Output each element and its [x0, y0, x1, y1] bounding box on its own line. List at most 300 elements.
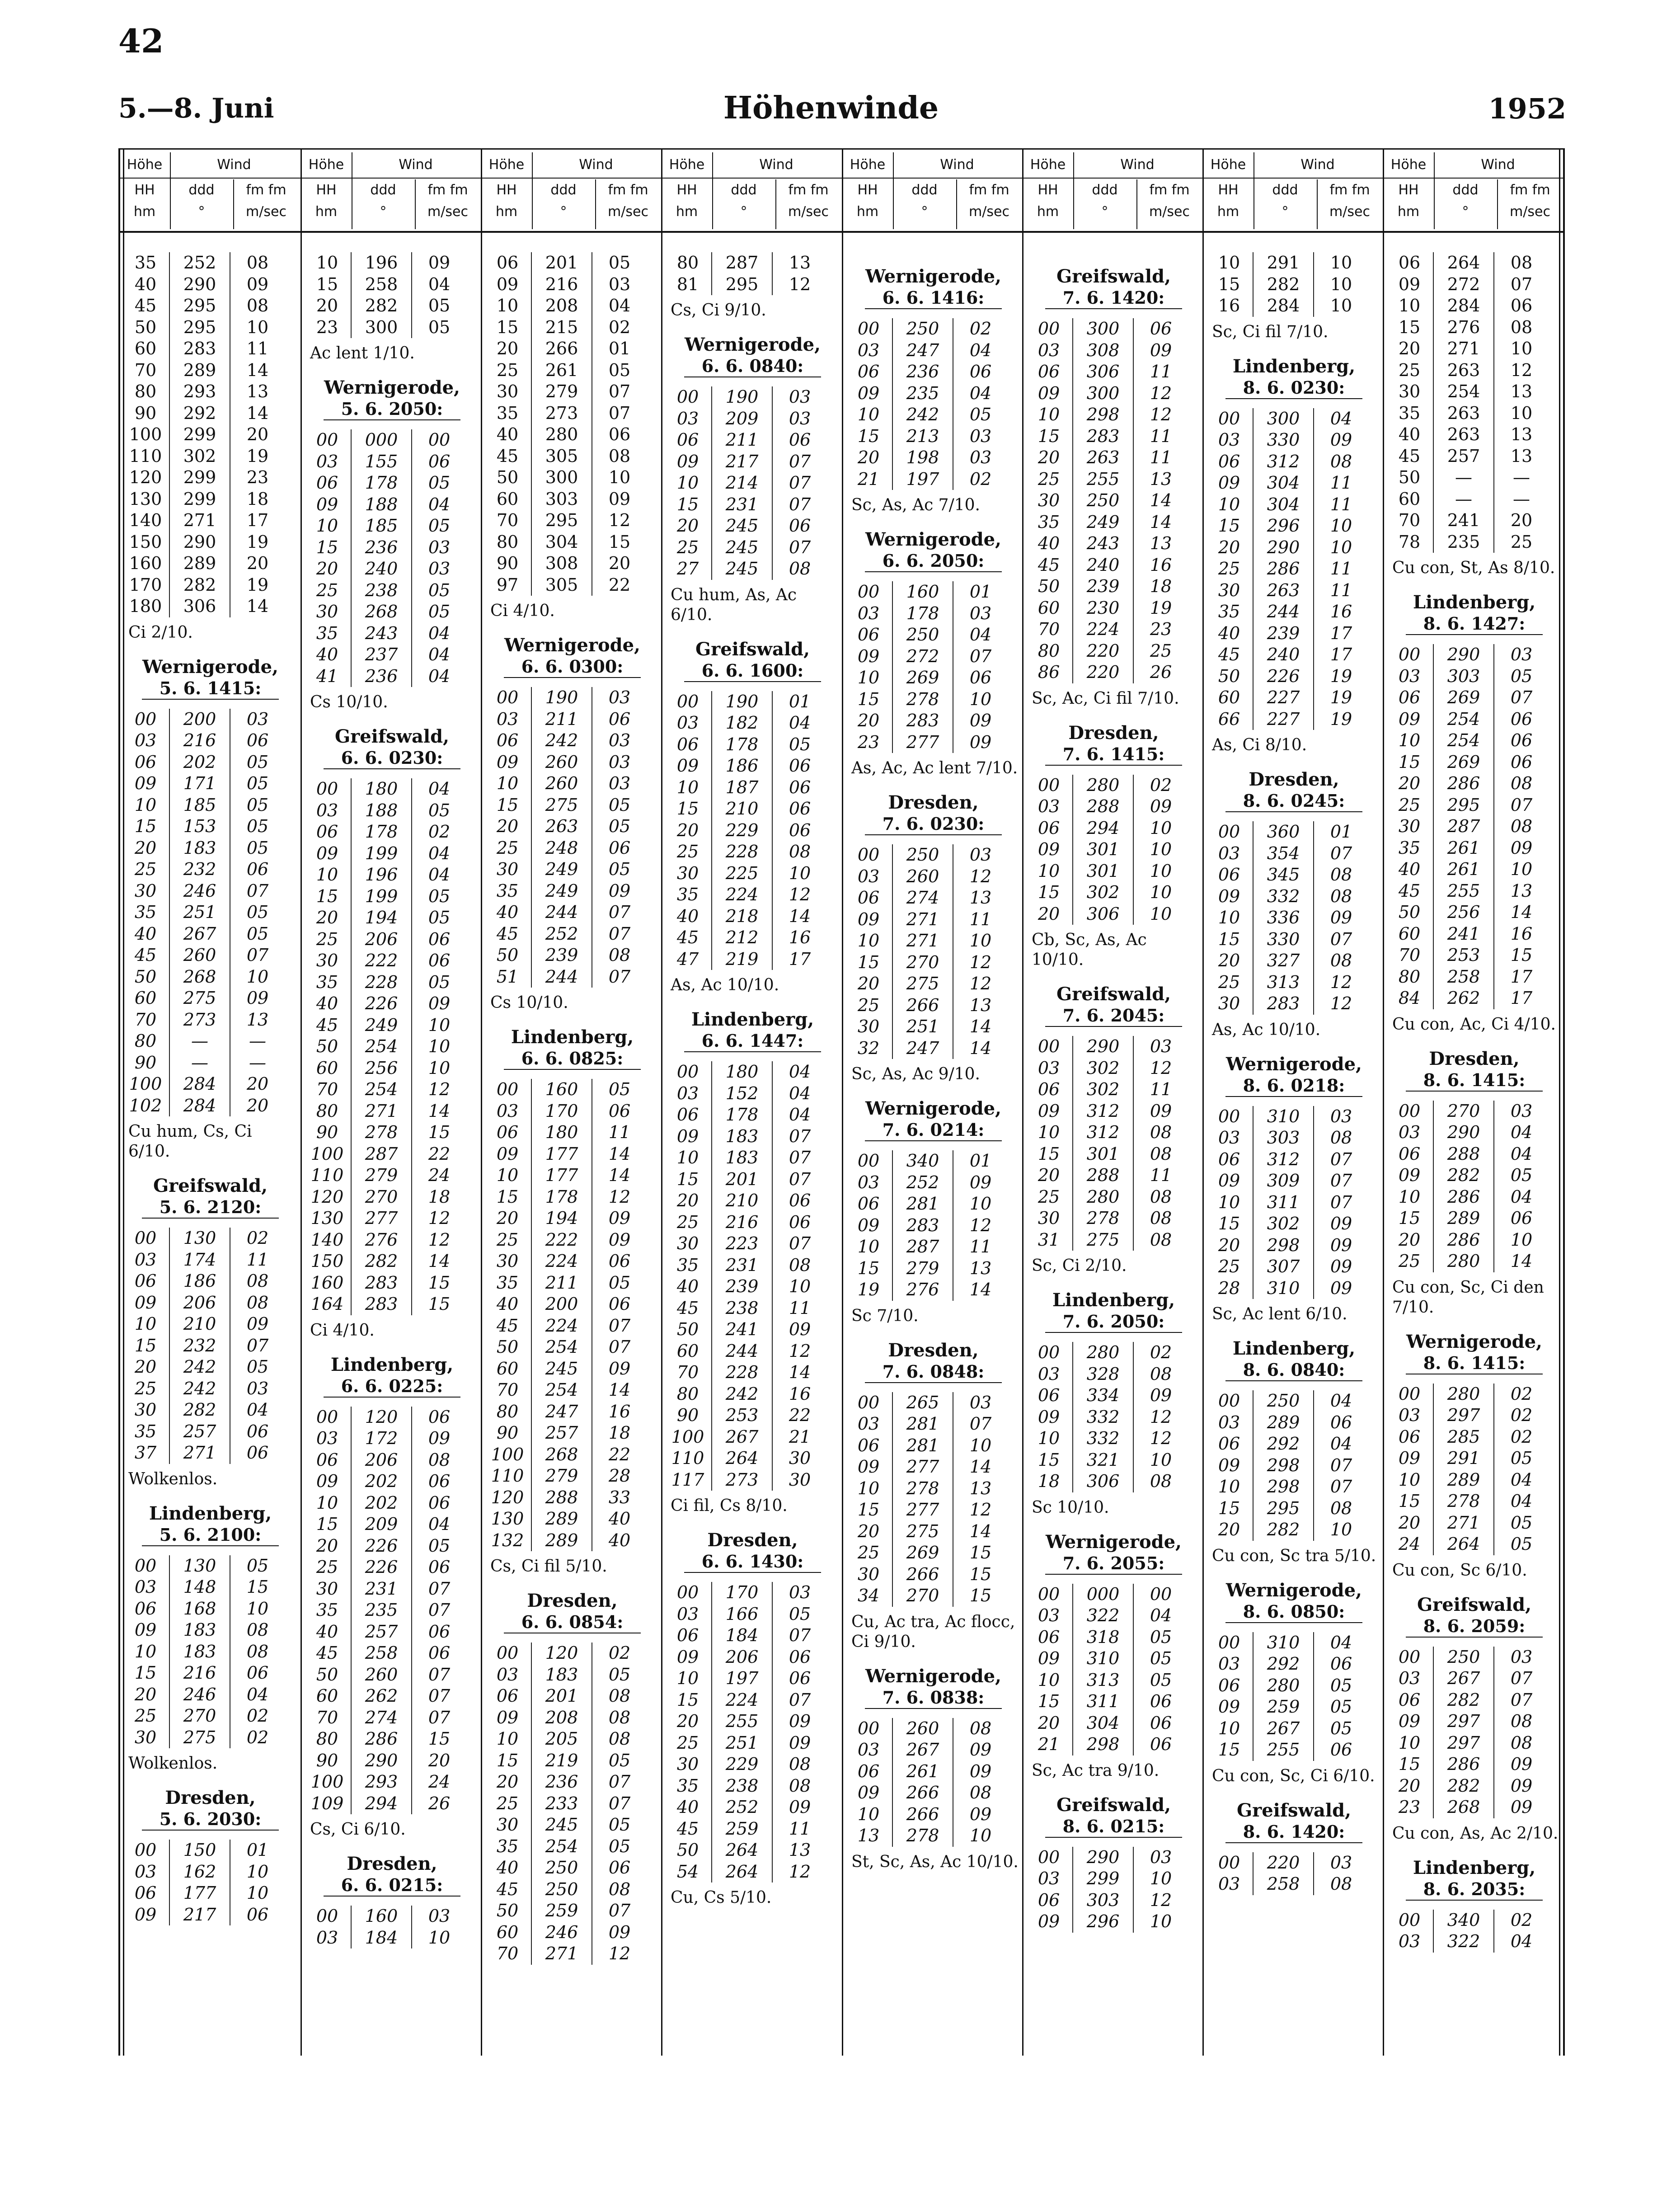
height-cell: 35 [676, 1255, 699, 1275]
table-row [847, 1236, 1020, 1258]
direction-cell: 305 [531, 574, 592, 596]
height-cell: 25 [676, 537, 699, 557]
observation-date: 6. 6. 0825: [504, 1048, 641, 1070]
header-wind: Wind [940, 157, 974, 173]
direction-cell: 177 [169, 1883, 230, 1904]
height-cell: 00 [1398, 1101, 1421, 1121]
height-cell: 15 [676, 494, 699, 514]
cloud-note: Cu con, As, Ac 2/10. [1392, 1824, 1559, 1843]
height-cell: 20 [134, 838, 157, 858]
speed-cell: 02 [969, 319, 992, 339]
observation-block [666, 252, 839, 320]
speed-cell: 07 [608, 1772, 631, 1792]
speed-cell: 03 [608, 752, 631, 772]
direction-cell: 264 [711, 1448, 773, 1469]
table-row [124, 1684, 297, 1706]
speed-cell: 10 [1150, 861, 1172, 881]
speed-cell: 12 [1330, 993, 1352, 1013]
direction-cell: 172 [351, 1428, 412, 1450]
table-row [124, 274, 297, 296]
speed-cell: 10 [1330, 537, 1352, 557]
direction-cell: 273 [531, 403, 592, 424]
direction-cell: 267 [1253, 1718, 1314, 1740]
speed-cell: 10 [428, 1058, 451, 1078]
observation-date: 6. 6. 0300: [504, 656, 641, 678]
header-deg: ° [560, 204, 567, 220]
cloud-note: Wolkenlos. [128, 1754, 218, 1773]
table-row [124, 532, 297, 553]
height-cell: 16 [1218, 296, 1240, 315]
direction-cell: 000 [351, 429, 412, 451]
table-row [666, 1426, 839, 1448]
table-row [124, 709, 297, 730]
table-row [1207, 295, 1380, 317]
speed-cell: 07 [428, 1664, 451, 1685]
cloud-note: Sc 7/10. [851, 1306, 919, 1325]
height-cell: 10 [134, 1314, 157, 1334]
speed-cell: 10 [969, 1826, 992, 1845]
speed-cell: 08 [1510, 773, 1533, 793]
speed-cell: 28 [608, 1466, 631, 1486]
direction-cell: 289 [1433, 1469, 1494, 1491]
direction-cell: 281 [892, 1413, 953, 1435]
speed-cell: 03 [969, 447, 992, 467]
speed-cell: 10 [1330, 1520, 1352, 1539]
table-row [1388, 752, 1561, 773]
speed-cell: 08 [789, 1754, 811, 1774]
direction-cell: 265 [892, 1392, 953, 1414]
speed-cell: 06 [1150, 1691, 1172, 1711]
height-cell: 15 [134, 816, 157, 836]
table-row [124, 752, 297, 773]
table-row [1207, 1696, 1380, 1718]
direction-cell: 264 [1433, 1534, 1494, 1555]
speed-cell: 09 [789, 1319, 811, 1339]
speed-cell: 08 [789, 1775, 811, 1796]
height-cell: 09 [134, 1904, 157, 1925]
height-cell: 20 [676, 1711, 699, 1731]
speed-cell: 15 [428, 1272, 451, 1293]
cloud-note: Ci 2/10. [128, 623, 193, 642]
direction-cell: 283 [892, 710, 953, 732]
height-cell: 30 [676, 1754, 699, 1774]
table-row [1027, 490, 1200, 512]
direction-cell: 208 [531, 1707, 592, 1729]
header-row-top [302, 152, 482, 179]
speed-cell: 07 [1330, 1171, 1352, 1191]
table-row [1027, 576, 1200, 598]
height-cell: 90 [316, 1122, 338, 1142]
speed-cell: 10 [1150, 904, 1172, 924]
direction-cell: 263 [1433, 424, 1494, 446]
observation-block [1388, 252, 1561, 578]
speed-cell: 05 [1150, 1670, 1172, 1690]
date-range: 5.—8. Juni [118, 93, 274, 124]
direction-cell: 251 [169, 902, 230, 923]
table-row [486, 1814, 659, 1836]
table-row [486, 1900, 659, 1922]
table-row [486, 966, 659, 988]
observation-date: 5. 6. 1415: [142, 678, 279, 700]
table-row [666, 515, 839, 537]
speed-cell: 10 [1150, 818, 1172, 838]
direction-cell: 304 [1253, 472, 1314, 494]
height-cell: 00 [857, 319, 880, 339]
height-cell: 10 [857, 1804, 880, 1824]
observation-block [1207, 769, 1380, 1040]
table-row [486, 730, 659, 752]
height-cell: 00 [1038, 319, 1060, 339]
direction-cell: 241 [1433, 923, 1494, 945]
table-row [847, 1279, 1020, 1301]
observation-block [124, 1503, 297, 1774]
height-cell: 100 [310, 1772, 344, 1792]
speed-cell: 10 [1330, 516, 1352, 536]
table-row [1027, 1605, 1200, 1627]
height-cell: 15 [496, 795, 519, 815]
station-name: Greifswald, [1236, 1799, 1352, 1821]
speed-cell: 05 [1510, 1165, 1533, 1185]
height-cell: 80 [134, 1031, 157, 1051]
speed-cell: 09 [969, 1172, 992, 1192]
table-row [666, 884, 839, 906]
table-row [666, 1861, 839, 1883]
table-row [305, 1600, 479, 1621]
height-cell: 03 [1218, 1412, 1240, 1432]
speed-cell: 08 [246, 1292, 269, 1313]
direction-cell: 304 [1253, 494, 1314, 516]
speed-cell: 05 [1510, 1534, 1533, 1554]
speed-cell: — [1513, 489, 1530, 509]
height-cell: 32 [857, 1038, 880, 1058]
table-row [305, 1165, 479, 1186]
height-cell: 00 [134, 1840, 157, 1860]
observation-block [305, 377, 479, 712]
direction-cell: 254 [351, 1036, 412, 1058]
table-row [124, 1861, 297, 1883]
speed-cell: 03 [1150, 1847, 1172, 1867]
speed-cell: 13 [246, 381, 269, 401]
table-row [1027, 598, 1200, 619]
table-row [124, 1662, 297, 1684]
table-row [1388, 1647, 1561, 1668]
table-row [1388, 795, 1561, 816]
speed-cell: 13 [789, 253, 811, 273]
direction-cell: 242 [892, 404, 953, 426]
speed-cell: 04 [1330, 408, 1352, 428]
speed-cell: 12 [969, 952, 992, 972]
direction-cell: 180 [351, 778, 412, 800]
station-name: Dresden, [888, 792, 979, 813]
table-row [1207, 1519, 1380, 1541]
height-cell: 06 [134, 1598, 157, 1619]
height-cell: 30 [496, 381, 519, 401]
table-row [1207, 1149, 1380, 1171]
table-row [1388, 1186, 1561, 1208]
direction-cell: 259 [711, 1818, 773, 1840]
station-name: Wernigerode, [865, 529, 1001, 550]
table-row [305, 1208, 479, 1229]
direction-cell: 183 [169, 1641, 230, 1663]
table-row [1388, 1754, 1561, 1775]
table-row [305, 295, 479, 317]
direction-cell: 270 [169, 1705, 230, 1727]
height-cell: 45 [316, 1643, 338, 1663]
speed-cell: 08 [789, 1255, 811, 1275]
direction-cell: 171 [169, 773, 230, 795]
direction-cell: 199 [351, 843, 412, 865]
table-row [1027, 1407, 1200, 1428]
height-cell: 110 [671, 1448, 704, 1468]
table-row [124, 1228, 297, 1249]
height-cell: 30 [496, 859, 519, 879]
direction-cell: 223 [711, 1233, 773, 1255]
speed-cell: 11 [1330, 559, 1352, 579]
table-row [486, 1358, 659, 1380]
height-cell: 06 [676, 430, 699, 450]
direction-cell: 292 [1253, 1433, 1314, 1455]
direction-cell: 285 [1433, 1426, 1494, 1448]
height-cell: 45 [496, 1879, 519, 1899]
station-name: Dresden, [165, 1787, 256, 1808]
observation-block [124, 1175, 297, 1489]
table-row [666, 472, 839, 494]
speed-cell: 04 [428, 779, 451, 799]
direction-cell: 262 [351, 1685, 412, 1707]
table-row [1027, 796, 1200, 818]
height-cell: 66 [1218, 709, 1240, 729]
direction-cell: 289 [1253, 1412, 1314, 1434]
height-cell: 15 [496, 1186, 519, 1207]
direction-cell: 252 [531, 923, 592, 945]
speed-cell: 08 [1150, 1364, 1172, 1384]
table-row [1388, 532, 1561, 553]
table-row [847, 1016, 1020, 1038]
height-cell: 40 [1398, 424, 1421, 444]
speed-cell: 10 [1330, 274, 1352, 294]
table-row [1388, 1931, 1561, 1953]
speed-cell: 14 [969, 1521, 992, 1541]
header-deg: ° [921, 204, 928, 220]
direction-cell: 310 [1253, 1632, 1314, 1654]
height-cell: 25 [134, 1378, 157, 1398]
table-row [1388, 467, 1561, 489]
speed-cell: 20 [246, 553, 269, 573]
observation-date: 5. 6. 2120: [142, 1197, 279, 1219]
cloud-note: Ac lent 1/10. [310, 344, 415, 362]
table-row [847, 973, 1020, 995]
speed-cell: 07 [1330, 1149, 1352, 1169]
table-row [666, 494, 839, 516]
speed-cell: 08 [428, 1450, 451, 1470]
table-row [666, 1341, 839, 1362]
speed-cell: 06 [789, 430, 811, 450]
header-divider [893, 152, 894, 229]
table-row [1388, 1426, 1561, 1448]
height-cell: 09 [1218, 1697, 1240, 1717]
table-row [1027, 1868, 1200, 1890]
height-cell: 35 [496, 1272, 519, 1293]
speed-cell: 11 [246, 1249, 269, 1270]
speed-cell: 14 [969, 1017, 992, 1036]
height-cell: 03 [1038, 1364, 1060, 1384]
height-cell: 120 [310, 1186, 344, 1207]
table-row [305, 972, 479, 993]
height-cell: 30 [1218, 993, 1240, 1013]
height-cell: 50 [496, 467, 519, 487]
speed-cell: 07 [246, 880, 269, 901]
header-hm: hm [1397, 204, 1420, 220]
table-row [124, 1904, 297, 1926]
height-cell: 40 [676, 1276, 699, 1296]
height-cell: 10 [676, 1668, 699, 1688]
height-cell: 10 [676, 473, 699, 493]
direction-cell: 211 [531, 709, 592, 730]
direction-cell: 300 [351, 317, 412, 339]
direction-cell: 219 [531, 1750, 592, 1772]
height-cell: 03 [1398, 1668, 1421, 1688]
direction-cell: 178 [351, 472, 412, 494]
height-cell: 81 [676, 274, 699, 294]
height-cell: 06 [1398, 1144, 1421, 1164]
table-row [486, 338, 659, 360]
table-row [1388, 1101, 1561, 1122]
speed-cell: 06 [428, 1557, 451, 1577]
height-cell: 40 [134, 923, 157, 944]
table-row [1027, 1428, 1200, 1450]
table-row [486, 1337, 659, 1358]
direction-cell: 282 [1433, 1165, 1494, 1186]
speed-cell: 07 [608, 966, 631, 987]
table-row [666, 1818, 839, 1840]
direction-cell: 190 [531, 687, 592, 709]
height-cell: 41 [316, 666, 338, 686]
speed-cell: 03 [608, 274, 631, 294]
table-row [486, 1465, 659, 1487]
table-row [305, 601, 479, 623]
direction-cell: 332 [1072, 1407, 1134, 1428]
direction-cell: 162 [169, 1861, 230, 1883]
height-cell: 45 [676, 1298, 699, 1318]
observation-block [847, 1340, 1020, 1652]
table-row [1207, 666, 1380, 687]
height-cell: 03 [676, 1604, 699, 1624]
speed-cell: 06 [608, 1251, 631, 1271]
observation-date: 8. 6. 0245: [1225, 791, 1362, 812]
direction-cell: 269 [892, 1542, 953, 1564]
direction-cell: 231 [711, 1255, 773, 1276]
table-row [124, 773, 297, 795]
direction-cell: 289 [531, 1530, 592, 1552]
observation-date: 6. 6. 0840: [684, 356, 821, 377]
speed-cell: 07 [789, 1148, 811, 1167]
height-cell: 09 [134, 1620, 157, 1640]
height-cell: 35 [496, 1836, 519, 1856]
table-row [1388, 923, 1561, 945]
cloud-note: Cu con, Sc, Ci den 7/10. [1392, 1278, 1544, 1317]
direction-cell: 288 [1433, 1144, 1494, 1165]
speed-cell: 09 [246, 1314, 269, 1334]
direction-cell: 312 [1253, 1149, 1314, 1171]
header-row-top [482, 152, 662, 179]
table-row [124, 596, 297, 617]
page-title: Höhenwinde [723, 90, 939, 126]
direction-cell: 291 [1433, 1448, 1494, 1469]
station-name: Wernigerode, [504, 635, 640, 656]
table-row [1027, 662, 1200, 683]
column-body [305, 252, 479, 1948]
speed-cell: 22 [608, 574, 631, 595]
station-name: Dresden, [1068, 722, 1159, 744]
direction-cell: 283 [1072, 426, 1134, 447]
direction-cell: 296 [1253, 515, 1314, 537]
table-row [305, 1492, 479, 1514]
table-row [847, 667, 1020, 689]
height-cell: 10 [134, 795, 157, 815]
header-divider [712, 152, 713, 229]
observation-date: 7. 6. 1415: [1045, 744, 1182, 766]
direction-cell: 274 [351, 1707, 412, 1729]
height-cell: 10 [1038, 405, 1060, 424]
direction-cell: 299 [1072, 1868, 1134, 1890]
height-cell: 09 [1218, 1455, 1240, 1475]
speed-cell: 02 [246, 1228, 269, 1248]
direction-cell: 267 [1433, 1668, 1494, 1690]
height-cell: 03 [857, 866, 880, 886]
height-cell: 60 [316, 1686, 338, 1706]
direction-cell: 292 [169, 403, 230, 424]
speed-cell: 04 [428, 1514, 451, 1534]
height-cell: 06 [1398, 1426, 1421, 1447]
observation-block [1207, 252, 1380, 342]
height-cell: 03 [1038, 796, 1060, 816]
header-row-units [120, 181, 300, 229]
observation-block [124, 1787, 297, 1925]
direction-cell: 250 [531, 1857, 592, 1879]
table-row [1207, 429, 1380, 451]
height-cell: 15 [857, 1258, 880, 1278]
direction-cell: 271 [169, 510, 230, 532]
height-cell: 20 [1218, 537, 1240, 557]
height-cell: 15 [676, 799, 699, 819]
speed-cell: 06 [428, 929, 451, 949]
height-cell: 25 [1398, 795, 1421, 815]
direction-cell: 302 [1072, 1079, 1134, 1101]
direction-cell: 225 [711, 863, 773, 885]
table-row [1027, 361, 1200, 383]
direction-cell: 297 [1433, 1405, 1494, 1426]
height-cell: 25 [676, 1212, 699, 1232]
direction-cell: 302 [1072, 1058, 1134, 1079]
header-hoehe: Höhe [669, 157, 705, 173]
speed-cell: 09 [608, 1358, 631, 1379]
table-row [1027, 1847, 1200, 1868]
direction-cell: 211 [711, 429, 773, 451]
height-cell: 15 [1218, 1214, 1240, 1233]
height-cell: 10 [1038, 1428, 1060, 1448]
table-row [124, 838, 297, 859]
height-cell: 40 [316, 645, 338, 664]
observation-date: 7. 6. 0214: [865, 1120, 1002, 1141]
height-cell: 90 [316, 1750, 338, 1770]
height-cell: 45 [496, 446, 519, 466]
table-row [666, 1319, 839, 1341]
speed-cell: 09 [608, 1208, 631, 1228]
table-row [305, 1771, 479, 1793]
direction-cell: 178 [711, 1104, 773, 1126]
height-cell: 20 [676, 1191, 699, 1210]
speed-cell: 11 [1150, 1165, 1172, 1185]
